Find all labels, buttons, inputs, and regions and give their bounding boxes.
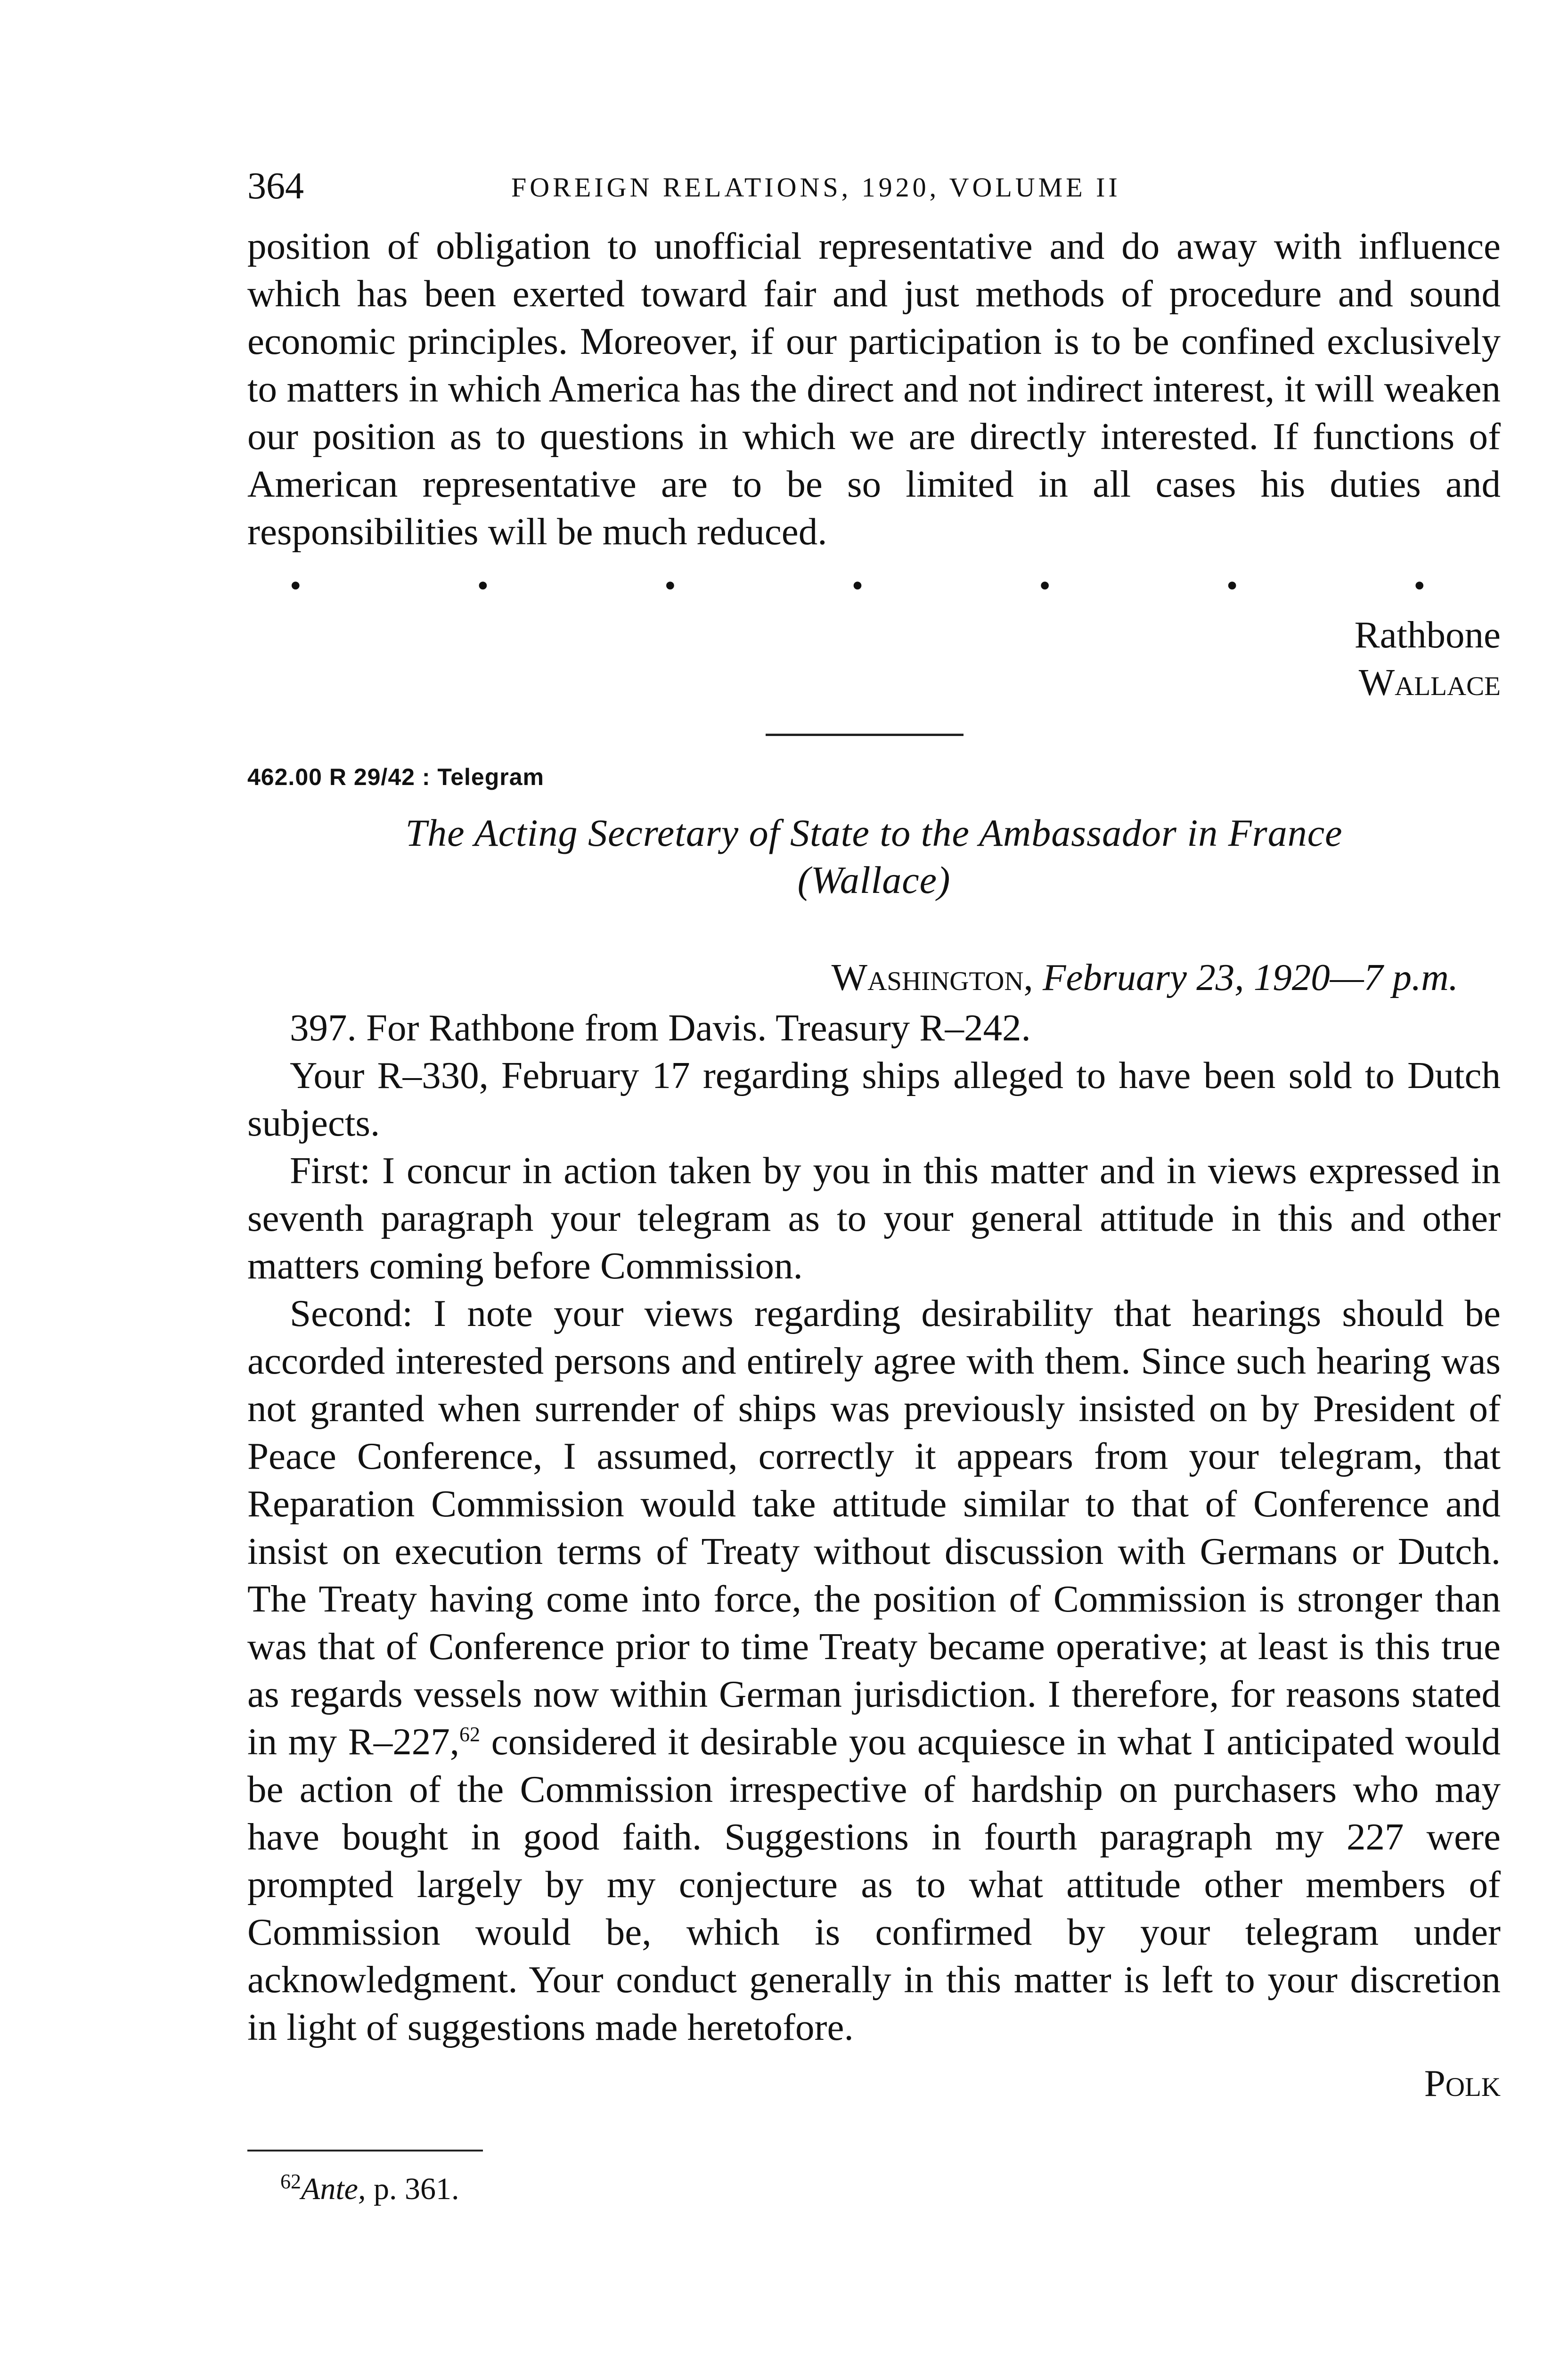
second-paragraph-part-2: considered it desirable you acquiesce in what I anticipated would be action of the Commission irrespective of hardship on purchasers who may have bought in good faith. Suggestions in fourth paragraph my 227 were prompted largely by my conjecture as to what attitude other members of Commission would be, which is confirmed by your telegram under acknowledgment. Your conduct generally in this matter is left to your discretion in light of suggestions made heretofore. [247, 1720, 1501, 2048]
signature-line-2: Wallace [1358, 661, 1501, 704]
file-reference: 462.00 R 29/42 : Telegram [247, 764, 544, 790]
continuation-paragraph: position of obligation to unofficial representative and do away with influence which has been exerted toward fair and just methods of procedure and sound economic principles. Moreover, if our participation is to be confined exclusively to matters in which America has the direct and not indirect interest, it will weaken our position as to questions in which we are directly interested. If functions of American representative are to be so limited in all cases his duties and responsibilities will be much reduced. [247, 225, 1501, 553]
footnote-page-ref: p. 361. [366, 2172, 459, 2206]
telegram-paragraph: First: I concur in action taken by you in this matter and in views expressed in seventh paragraph your telegram as to your general attitude in this and other matters coming before Commission. [247, 1149, 1501, 1287]
heading-line-1: The Acting Secretary of State to the Ambassador in France [405, 811, 1343, 854]
dateline-place: Washington, [831, 956, 1033, 998]
omission-dot: • [1039, 568, 1051, 604]
telegram-paragraph-second [247, 1290, 1501, 2051]
omission-dots [290, 570, 1425, 603]
telegram-paragraph: 397. For Rathbone from Davis. Treasury R–242. [290, 1006, 1031, 1049]
document-heading [294, 810, 1454, 904]
omission-dot: • [290, 568, 302, 604]
telegram-paragraph: Your R–330, February 17 regarding ships alleged to have been sold to Dutch subjects. [247, 1054, 1501, 1144]
running-title: FOREIGN RELATIONS, 1920, VOLUME II [511, 172, 1121, 203]
signature-line-1: Rathbone [1354, 614, 1501, 656]
telegram-signature: Polk [1424, 2062, 1501, 2104]
second-paragraph-part-1: Second: I note your views regarding desirability that hearings should be accorded interested persons and entirely agree with them. Since such hearing was not granted when surrender of ships was previously insisted on by President of Peace Conference, I assumed, correctly it appears from your telegram, that Reparation Commission would take attitude similar to that of Conference and insist on execution terms of Treaty without discussion with Germans or Dutch. The Treaty having come into force, the position of Commission is stronger than was that of Conference prior to time Treaty became operative; at least is this true as regards vessels now within German jurisdiction. I therefore, for reasons stated in my R–227, [247, 1292, 1501, 1763]
footnote-divider [247, 2150, 483, 2151]
dateline [247, 956, 1458, 999]
document-page [247, 155, 1501, 2207]
running-header [247, 155, 1501, 212]
dateline-date: February 23, 1920—7 p.m. [1043, 956, 1458, 998]
continuation-signature [247, 611, 1501, 706]
omission-dot: • [851, 568, 864, 604]
omission-dot: • [1226, 568, 1238, 604]
heading-line-2: (Wallace) [797, 859, 951, 901]
omission-dot: • [1413, 568, 1425, 604]
footnote-marker: 62 [280, 2170, 301, 2193]
page-number: 364 [247, 165, 304, 207]
footnote-reference[interactable]: 62 [459, 1723, 481, 1746]
omission-dot: • [477, 568, 489, 604]
footnote-ante: Ante, [301, 2172, 366, 2206]
omission-dot: • [664, 568, 676, 604]
section-divider [766, 734, 964, 736]
footnote [280, 2171, 1501, 2207]
